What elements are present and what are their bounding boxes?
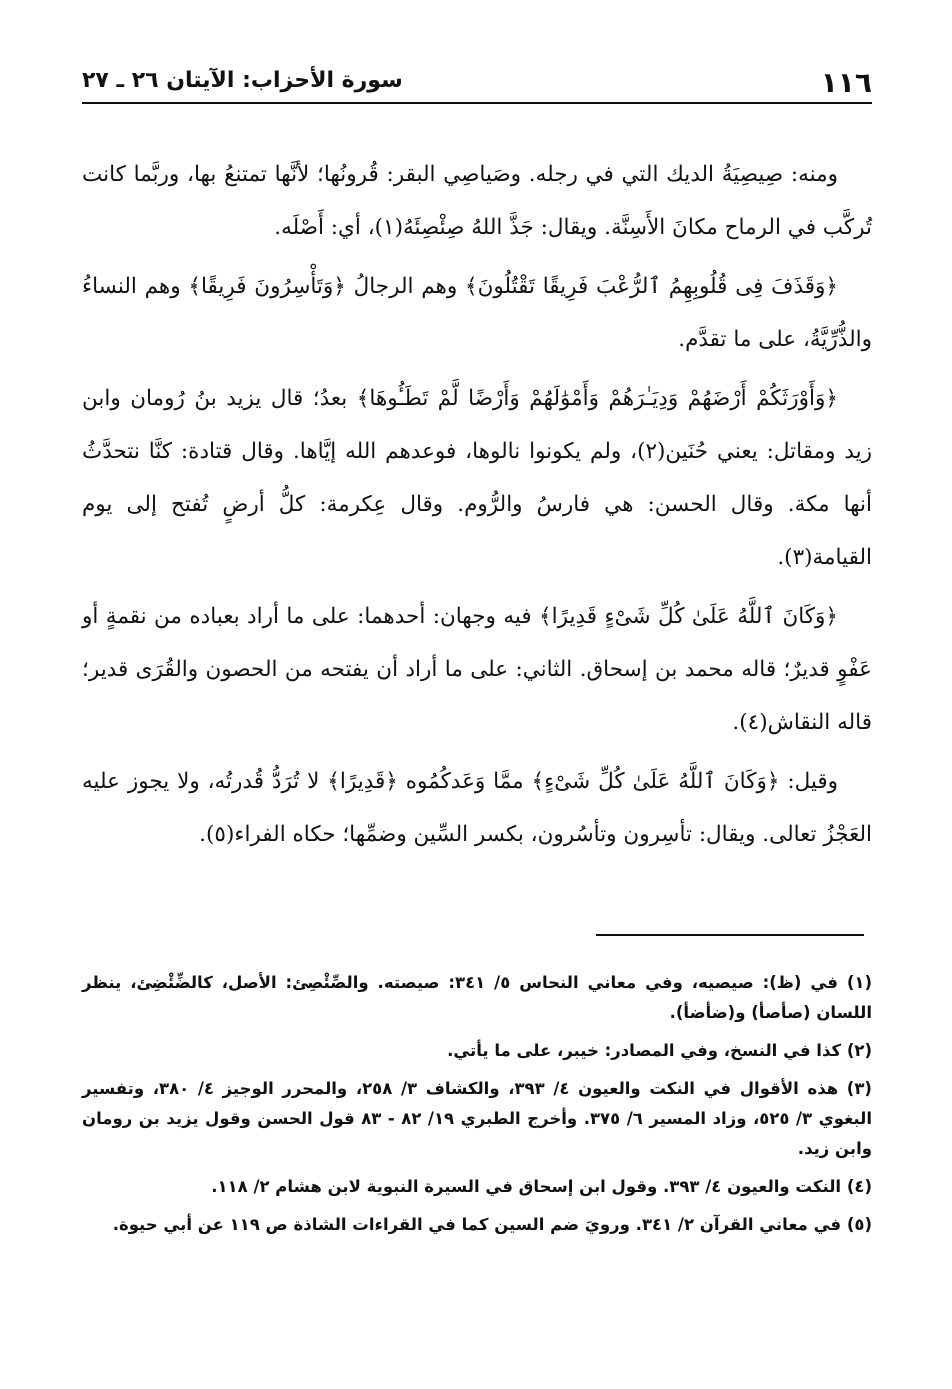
page-number: ١١٦ (820, 66, 872, 99)
footnote: (٥) في معاني القرآن ٢/ ٣٤١. ورويَ ضم السين كما في القراءات الشاذة ص ١١٩ عن أبي حيوة. (112, 1215, 872, 1234)
main-text (82, 148, 872, 867)
paragraph: ومنه: صِيصِيَةُ الديك التي في رجله. وصَياصِي البقر: قُرونُها؛ لأنَّها تمتنعُ بها، وربَّما كانت تُركَّب في الرماح مكانَ الأَسِنَّة. ويقال: جَذَّ اللهُ صِئْصِئَهُ(١)، أي: أَصْلَه. (82, 162, 872, 240)
footnotes (82, 968, 872, 1248)
footnote: (٣) هذه الأقوال في النكت والعيون ٤/ ٣٩٣، والكشاف ٣/ ٢٥٨، والمحرر الوجيز ٤/ ٣٨٠، وتفسير البغوي ٣/ ٥٢٥، وزاد المسير ٦/ ٣٧٥. وأخرج الطبري ١٩/ ٨٢ - ٨٣ قول الحسن وقول يزيد بن رومان وابن زيد. (82, 1079, 872, 1158)
paragraph: ﴿وَكَانَ ٱللَّهُ عَلَىٰ كُلِّ شَىْءٍ قَدِيرًا﴾ فيه وجهان: أحدهما: على ما أراد بعباده من نقمةٍ أو عَفْوٍ قديرٌ؛ قاله محمد بن إسحاق. الثاني: على ما أراد أن يفتحه من الحصون والقُرَى قدير؛ قاله النقاش(٤). (82, 604, 872, 735)
paragraph: ﴿وَأَوْرَثَكُمْ أَرْضَهُمْ وَدِيَـٰرَهُمْ وَأَمْوَٰلَهُمْ وَأَرْضًا لَّمْ تَطَـُٔوهَا﴾ بعدُ؛ قال يزيد بنُ رُومان وابن زيد ومقاتل: يعني حُنَين(٢)، ولم يكونوا نالوها، فوعدهم الله إيَّاها. وقال قتادة: كنَّا نتحدَّثُ أنها مكة. وقال الحسن: هي فارسُ والرُّوم. وقال عِكرمة: كلُّ أرضٍ تُفتح إلى يوم القيامة(٣). (82, 386, 872, 570)
header-divider (82, 102, 872, 104)
paragraph: وقيل: ﴿وَكَانَ ٱللَّهُ عَلَىٰ كُلِّ شَىْءٍ﴾ ممَّا وَعَدكُمُوه ﴿قَدِيرًا﴾ لا تُرَدُّ قُدرتُه، ولا يجوز عليه العَجْزُ تعالى. ويقال: تأسِرون وتأسُرون، بكسر السِّين وضمِّها؛ حكاه الفراء(٥). (82, 769, 872, 847)
footnote: (٢) كذا في النسخ، وفي المصادر: خيبر، على ما يأتي. (447, 1041, 872, 1060)
surah-title: سورة الأحزاب: الآيتان ٢٦ ـ ٢٧ (82, 68, 403, 93)
paragraph: ﴿وَقَذَفَ فِى قُلُوبِهِمُ ٱلرُّعْبَ فَرِيقًا تَقْتُلُونَ﴾ وهم الرجالُ ﴿وَتَأْسِرُونَ فَرِيقًا﴾ وهم النساءُ والذُّرِّيَّةُ، على ما تقدَّم. (82, 274, 872, 352)
footnote-divider (596, 934, 864, 936)
footnote: (٤) النكت والعيون ٤/ ٣٩٣. وقول ابن إسحاق في السيرة النبوية لابن هشام ٢/ ١١٨. (211, 1177, 872, 1196)
running-header (82, 62, 872, 98)
footnote: (١) في (ظ): صيصيه، وفي معاني النحاس ٥/ ٣٤١: صيصته. والصِّئْصِئ: الأصل، كالضِّئْضِئ، ينظر اللسان (صأصأ) و(ضأضأ). (82, 973, 872, 1022)
